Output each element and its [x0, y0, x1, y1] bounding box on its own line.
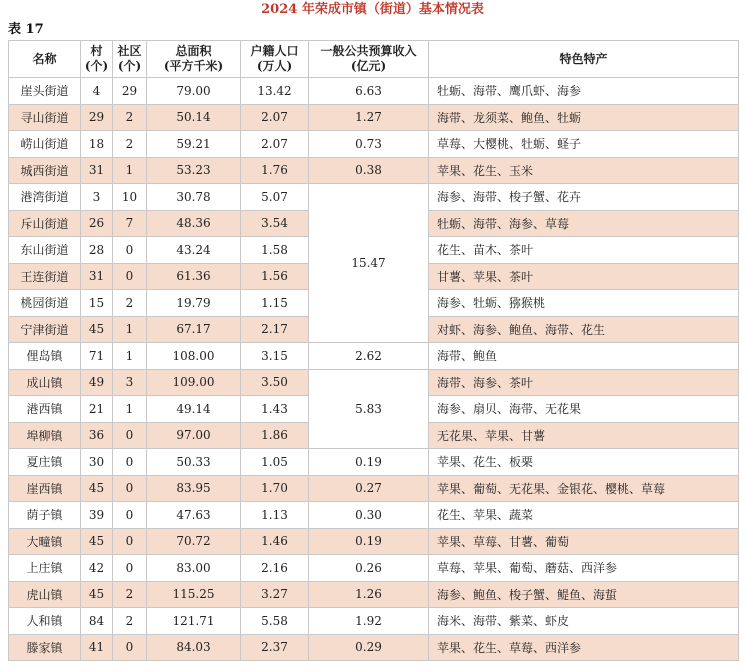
- row-communities: 7: [113, 210, 147, 237]
- table-row: [9, 502, 739, 529]
- row-population: 2.07: [241, 104, 309, 131]
- row-name: 俚岛镇: [9, 343, 81, 370]
- row-communities: 2: [113, 104, 147, 131]
- row-features: 海带、海参、茶叶: [429, 369, 739, 396]
- row-area: 61.36: [147, 263, 241, 290]
- row-population: 2.07: [241, 131, 309, 158]
- row-villages: 45: [81, 475, 113, 502]
- row-population: 1.13: [241, 502, 309, 529]
- row-area: 79.00: [147, 78, 241, 105]
- row-communities: 0: [113, 449, 147, 476]
- header-row: [9, 41, 739, 78]
- table-row: [9, 369, 739, 396]
- row-area: 97.00: [147, 422, 241, 449]
- row-budget: 0.26: [309, 555, 429, 582]
- row-population: 1.15: [241, 290, 309, 317]
- row-communities: 2: [113, 608, 147, 635]
- table-row: [9, 78, 739, 105]
- row-communities: 0: [113, 555, 147, 582]
- row-population: 2.17: [241, 316, 309, 343]
- table-row: [9, 528, 739, 555]
- table-row: [9, 184, 739, 211]
- row-population: 3.15: [241, 343, 309, 370]
- row-features: 海参、牡蛎、猕猴桃: [429, 290, 739, 317]
- table-row: [9, 634, 739, 661]
- row-name: 大疃镇: [9, 528, 81, 555]
- row-area: 47.63: [147, 502, 241, 529]
- row-communities: 0: [113, 422, 147, 449]
- row-name: 人和镇: [9, 608, 81, 635]
- row-population: 2.37: [241, 634, 309, 661]
- row-communities: 0: [113, 263, 147, 290]
- row-area: 59.21: [147, 131, 241, 158]
- row-name: 滕家镇: [9, 634, 81, 661]
- header-features: 特色特产: [429, 41, 739, 78]
- row-features: 草莓、大樱桃、牡蛎、蛏子: [429, 131, 739, 158]
- row-name: 埠柳镇: [9, 422, 81, 449]
- row-villages: 45: [81, 316, 113, 343]
- row-features: 海带、龙须菜、鲍鱼、牡蛎: [429, 104, 739, 131]
- row-features: 甘薯、苹果、茶叶: [429, 263, 739, 290]
- row-villages: 42: [81, 555, 113, 582]
- row-population: 5.07: [241, 184, 309, 211]
- row-communities: 1: [113, 343, 147, 370]
- row-name: 寻山街道: [9, 104, 81, 131]
- row-villages: 31: [81, 157, 113, 184]
- row-name: 港湾街道: [9, 184, 81, 211]
- row-area: 50.33: [147, 449, 241, 476]
- row-population: 1.43: [241, 396, 309, 423]
- row-area: 67.17: [147, 316, 241, 343]
- row-population: 1.86: [241, 422, 309, 449]
- row-population: 13.42: [241, 78, 309, 105]
- row-population: 5.58: [241, 608, 309, 635]
- row-communities: 3: [113, 369, 147, 396]
- row-population: 1.46: [241, 528, 309, 555]
- row-area: 53.23: [147, 157, 241, 184]
- row-budget-merged: 15.47: [309, 184, 429, 343]
- row-area: 84.03: [147, 634, 241, 661]
- row-name: 斥山街道: [9, 210, 81, 237]
- header-population: 户籍人口 (万人): [241, 41, 309, 78]
- row-name: 港西镇: [9, 396, 81, 423]
- row-features: 草莓、苹果、葡萄、蘑菇、西洋参: [429, 555, 739, 582]
- row-villages: 15: [81, 290, 113, 317]
- row-budget: 2.62: [309, 343, 429, 370]
- row-budget: 0.19: [309, 528, 429, 555]
- row-population: 2.16: [241, 555, 309, 582]
- row-name: 上庄镇: [9, 555, 81, 582]
- row-communities: 1: [113, 396, 147, 423]
- row-features: 苹果、花生、玉米: [429, 157, 739, 184]
- row-villages: 41: [81, 634, 113, 661]
- row-name: 夏庄镇: [9, 449, 81, 476]
- header-area: 总面积 (平方千米): [147, 41, 241, 78]
- row-name: 崖西镇: [9, 475, 81, 502]
- row-villages: 36: [81, 422, 113, 449]
- row-features: 苹果、葡萄、无花果、金银花、樱桃、草莓: [429, 475, 739, 502]
- table-number: 表 17: [8, 22, 44, 37]
- row-communities: 0: [113, 528, 147, 555]
- row-population: 1.56: [241, 263, 309, 290]
- table-body: [9, 78, 739, 661]
- row-communities: 0: [113, 237, 147, 264]
- row-area: 48.36: [147, 210, 241, 237]
- row-area: 108.00: [147, 343, 241, 370]
- row-area: 43.24: [147, 237, 241, 264]
- row-budget: 1.27: [309, 104, 429, 131]
- row-features: 海带、鲍鱼: [429, 343, 739, 370]
- row-villages: 29: [81, 104, 113, 131]
- table-row: [9, 608, 739, 635]
- row-features: 海参、海带、梭子蟹、花卉: [429, 184, 739, 211]
- row-area: 19.79: [147, 290, 241, 317]
- row-communities: 29: [113, 78, 147, 105]
- row-area: 115.25: [147, 581, 241, 608]
- row-villages: 21: [81, 396, 113, 423]
- table-row: [9, 449, 739, 476]
- row-area: 83.95: [147, 475, 241, 502]
- row-area: 49.14: [147, 396, 241, 423]
- row-villages: 39: [81, 502, 113, 529]
- row-name: 王连街道: [9, 263, 81, 290]
- row-villages: 18: [81, 131, 113, 158]
- table-title: 2024 年荣成市镇（街道）基本情况表: [261, 2, 484, 17]
- row-population: 3.54: [241, 210, 309, 237]
- row-name: 崖头街道: [9, 78, 81, 105]
- row-features: 花生、苹果、蔬菜: [429, 502, 739, 529]
- row-villages: 45: [81, 528, 113, 555]
- row-budget: 0.38: [309, 157, 429, 184]
- row-villages: 45: [81, 581, 113, 608]
- row-population: 1.70: [241, 475, 309, 502]
- row-budget: 0.73: [309, 131, 429, 158]
- table-row: [9, 104, 739, 131]
- row-population: 1.58: [241, 237, 309, 264]
- table-row: [9, 555, 739, 582]
- row-name: 崂山街道: [9, 131, 81, 158]
- row-features: 无花果、苹果、甘薯: [429, 422, 739, 449]
- row-features: 海米、海带、紫菜、虾皮: [429, 608, 739, 635]
- row-features: 海参、鲍鱼、梭子蟹、鳀鱼、海蜇: [429, 581, 739, 608]
- row-name: 城西街道: [9, 157, 81, 184]
- row-budget: 0.19: [309, 449, 429, 476]
- row-communities: 1: [113, 157, 147, 184]
- row-name: 东山街道: [9, 237, 81, 264]
- row-features: 苹果、花生、板栗: [429, 449, 739, 476]
- row-budget: 0.30: [309, 502, 429, 529]
- table-row: [9, 581, 739, 608]
- row-communities: 2: [113, 581, 147, 608]
- row-budget: 0.29: [309, 634, 429, 661]
- row-name: 荫子镇: [9, 502, 81, 529]
- row-villages: 49: [81, 369, 113, 396]
- row-budget: 1.26: [309, 581, 429, 608]
- row-communities: 0: [113, 634, 147, 661]
- row-budget: 1.92: [309, 608, 429, 635]
- row-communities: 10: [113, 184, 147, 211]
- row-features: 牡蛎、海带、鹰爪虾、海参: [429, 78, 739, 105]
- row-area: 109.00: [147, 369, 241, 396]
- row-features: 海参、扇贝、海带、无花果: [429, 396, 739, 423]
- table-row: [9, 343, 739, 370]
- row-communities: 1: [113, 316, 147, 343]
- row-communities: 0: [113, 475, 147, 502]
- row-name: 桃园街道: [9, 290, 81, 317]
- row-population: 1.05: [241, 449, 309, 476]
- header-budget: 一般公共预算收入 (亿元): [309, 41, 429, 78]
- row-area: 83.00: [147, 555, 241, 582]
- header-villages: 村 (个): [81, 41, 113, 78]
- row-name: 成山镇: [9, 369, 81, 396]
- row-population: 1.76: [241, 157, 309, 184]
- row-villages: 31: [81, 263, 113, 290]
- row-features: 苹果、草莓、甘薯、葡萄: [429, 528, 739, 555]
- table-row: [9, 131, 739, 158]
- row-population: 3.27: [241, 581, 309, 608]
- row-budget: 6.63: [309, 78, 429, 105]
- row-villages: 71: [81, 343, 113, 370]
- row-budget: 0.27: [309, 475, 429, 502]
- row-area: 50.14: [147, 104, 241, 131]
- row-communities: 0: [113, 502, 147, 529]
- row-budget-merged: 5.83: [309, 369, 429, 449]
- row-villages: 28: [81, 237, 113, 264]
- row-villages: 3: [81, 184, 113, 211]
- header-name: 名称: [9, 41, 81, 78]
- table-row: [9, 157, 739, 184]
- row-name: 虎山镇: [9, 581, 81, 608]
- row-features: 对虾、海参、鲍鱼、海带、花生: [429, 316, 739, 343]
- row-features: 苹果、花生、草莓、西洋参: [429, 634, 739, 661]
- row-villages: 4: [81, 78, 113, 105]
- row-area: 70.72: [147, 528, 241, 555]
- row-features: 牡蛎、海带、海参、草莓: [429, 210, 739, 237]
- row-villages: 84: [81, 608, 113, 635]
- table-row: [9, 475, 739, 502]
- row-communities: 2: [113, 290, 147, 317]
- row-population: 3.50: [241, 369, 309, 396]
- town-info-table: [8, 40, 739, 661]
- row-communities: 2: [113, 131, 147, 158]
- row-name: 宁津街道: [9, 316, 81, 343]
- row-area: 30.78: [147, 184, 241, 211]
- row-features: 花生、苗木、茶叶: [429, 237, 739, 264]
- header-communities: 社区 (个): [113, 41, 147, 78]
- row-villages: 26: [81, 210, 113, 237]
- row-area: 121.71: [147, 608, 241, 635]
- row-villages: 30: [81, 449, 113, 476]
